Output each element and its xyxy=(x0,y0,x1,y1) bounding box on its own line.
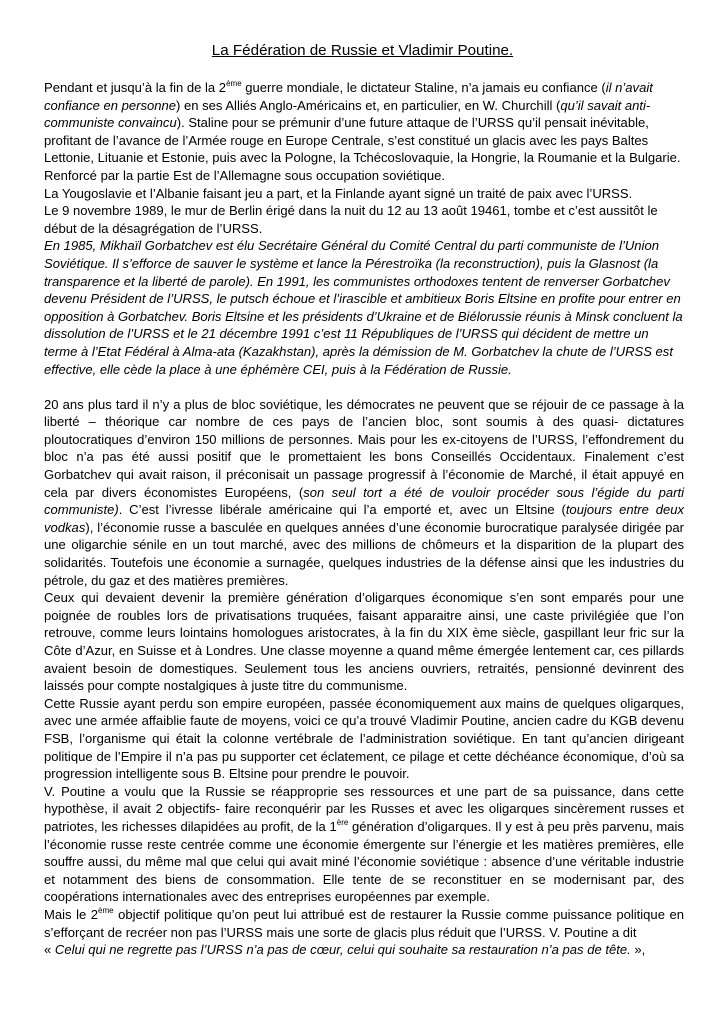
superscript: ère xyxy=(336,817,349,827)
paragraph-gorbatchev xyxy=(44,237,684,378)
paragraph-gap xyxy=(44,378,684,396)
text-run: ). Staline pour se prémunir d’une future attaque de l’URSS qu’il pensait inévitable, profitant de l’avance de l’Armée rouge en Europe Centrale, s’est constitué un glacis avec les pays Baltes Lettonie, Lituanie et Estonie, puis avec la Pologne, la Tchécoslovaquie, la Hongrie, la Roumanie et la Bulgarie. Renforcé par la partie Est de l’Allemagne sous occupation soviétique. xyxy=(44,115,681,183)
paragraph-oligarques: Ceux qui devaient devenir la première génération d’oligarques économique s’en sont emparés pour une poignée de roubles lors de privatisations truquées, faisant apparaitre ainsi, une caste privilégiée que l’on retrouve, comme leurs lointains homologues aristocrates, à la fin du XIX ème siècle, gaspillant leur fric sur la Côte d’Azur, en Suisse et à Londres. Une classe moyenne a quand même émergée lentement car, ces pillards avaient besoin de domestiques. Seulement tous les anciens ouvriers, retraités, pensionné devinrent des laissés pour compte nostalgiques à juste titre du communisme. xyxy=(44,590,684,694)
text-run: guerre mondiale, le dictateur Staline, n’a jamais eu confiance ( xyxy=(241,80,606,95)
quote-italic: Celui qui ne regrette pas l’URSS n’a pas de cœur, celui qui souhaite sa restauration n’a pas de tête. xyxy=(54,942,631,958)
superscript: ème xyxy=(98,905,114,915)
page-title xyxy=(0,41,725,60)
italic-run: son seul tort a été de vouloir procéder sous l’égide du parti communiste) xyxy=(44,484,684,518)
text-run: ) en ses Alliés Anglo-Américains et, en particulier, en W. Churchill ( xyxy=(176,97,561,113)
paragraph-mur-berlin: Le 9 novembre 1989, le mur de Berlin érigé dans la nuit du 12 au 13 août 19461, tombe et c’est aussitôt le début de la désagrégation de l’URSS. xyxy=(44,203,658,236)
text-run: . C’est l’ivresse libérale américaine qui l’a emporté et, avec un Eltsine ( xyxy=(118,502,566,518)
text-run: objectif politique qu’on peut lui attribué est de restaurer la Russie comme puissance politique en s’efforçant de recréer non pas l’URSS mais une sorte de glacis plus réduit que l’URSS. V. Poutine a dit xyxy=(44,906,684,940)
document-body xyxy=(44,79,684,959)
text-run: Pendant et jusqu’à la fin de la 2 xyxy=(44,80,227,95)
title-text: La Fédération de Russie et Vladimir Poutine. xyxy=(211,42,514,59)
text-run: « xyxy=(44,942,55,958)
paragraph-second-objectif xyxy=(44,906,684,959)
italic-run: toujours entre deux vodkas xyxy=(44,502,684,535)
italic-run: il n’avait confiance en personne xyxy=(44,80,653,113)
superscript: ème xyxy=(226,78,242,88)
italic-run: En 1985, Mikhaïl Gorbatchev est élu Secrétaire Général du Comité Central du parti communiste de l’Union Soviétique. Il s’efforce de sauver le système et lance la Pérestroïka (la reconstruction), puis la Glasnost (la transparence et la liberté de parole). En 1991, les communistes orthodoxes tentent de renverser Gorbatchev devenu Président de l’URSS, le putsch échoue et l’irascible et ambitieux Boris Eltsine en profite pour entrer en opposition à Gorbatchev. Boris Eltsine et les présidents d’Ukraine et de Biélorussie réunis à Minsk concluent la dissolution de l’URSS et le 21 décembre 1991 c’est 11 Républiques de l’URSS qui décident de mettre un terme à l’Etat Fédéral à Alma-ata (Kazakhstan), après la démission de M. Gorbatchev la chute de l’URSS est effective, elle cède la place à une éphémère CEI, puis à la Fédération de Russie. xyxy=(44,238,683,377)
paragraph-20-ans xyxy=(44,396,684,590)
paragraph-yougoslavie: La Yougoslavie et l’Albanie faisant jeu a part, et la Finlande ayant signé un traité de paix avec l’URSS. xyxy=(44,185,633,201)
paragraph-poutine-kgb: Cette Russie ayant perdu son empire européen, passée économiquement aux mains de quelques oligarques, avec une armée affaiblie faute de moyens, voici ce qu’a trouvé Vladimir Poutine, ancien cadre du KGB devenu FSB, l’organisme qui était la colonne vertébrale de l’administration soviétique. En tant qu’ancien dirigeant politique de l’Empire il n’a pas pu supporter cet éclatement, ce pilage et cette déchéance économique, d’où sa progression intelligente sous B. Eltsine pour prendre le pouvoir. xyxy=(44,695,684,782)
text-run: », xyxy=(630,942,646,958)
text-run: génération d’oligarques. Il y est à peu près parvenu, mais l’économie russe reste centrée comme une économie émergente sur l’énergie et les matières premières, elle souffre aussi, du même mal que celui qui avait miné l’économie soviétique : absence d’une véritable industrie et notamment des biens de consommation. Elle tente de se reconstituer en se modernisant par, des coopérations internationales avec des entreprises européennes par exemple. xyxy=(44,818,684,905)
text-run: V. Poutine a voulu que la Russie se réapproprie ses ressources et une part de sa puissance, dans cette hypothèse, il avait 2 objectifs- faire reconquérir par les Russes et avec les oligarques sincèrement russes et patriotes, les richesses dilapidées au profit, de la 1 xyxy=(44,783,684,834)
italic-run: qu’il savait anti-communiste convaincu xyxy=(44,97,651,131)
text-run: 20 ans plus tard il n’y a plus de bloc soviétique, les démocrates ne peuvent que se réjouir de ce passage à la liberté – théorique car nombre de ces pays de l’ancien bloc, sont soumis à des quasi- dictatures ploutocratiques d’environ 150 millions de personnes. Mais pour les ex-citoyens de l’URSS, l’effondrement du bloc n’a pas été aussi positif que le promettaient les bons Conseillés Occidentaux. Finalement c’est Gorbatchev qui avait raison, il préconisait un passage progressif à l’économie de Marché, il était appuyé en cela par divers économistes Européens, ( xyxy=(44,396,684,500)
paragraph-staline xyxy=(44,79,684,185)
text-run: ), l’économie russe a basculée en quelques années d’une économie burocratique paralysée dirigée par une oligarchie sénile en un tout marché, avec des millions de chômeurs et la disparition de la plupart des solidarités. Toutefois une économie a surnagée, quelques industries de la défense ainsi que les industries du pétrole, du gaz et des matières premières. xyxy=(44,519,684,588)
paragraph-objectifs xyxy=(44,783,684,906)
text-run: Mais le 2 xyxy=(44,906,98,922)
